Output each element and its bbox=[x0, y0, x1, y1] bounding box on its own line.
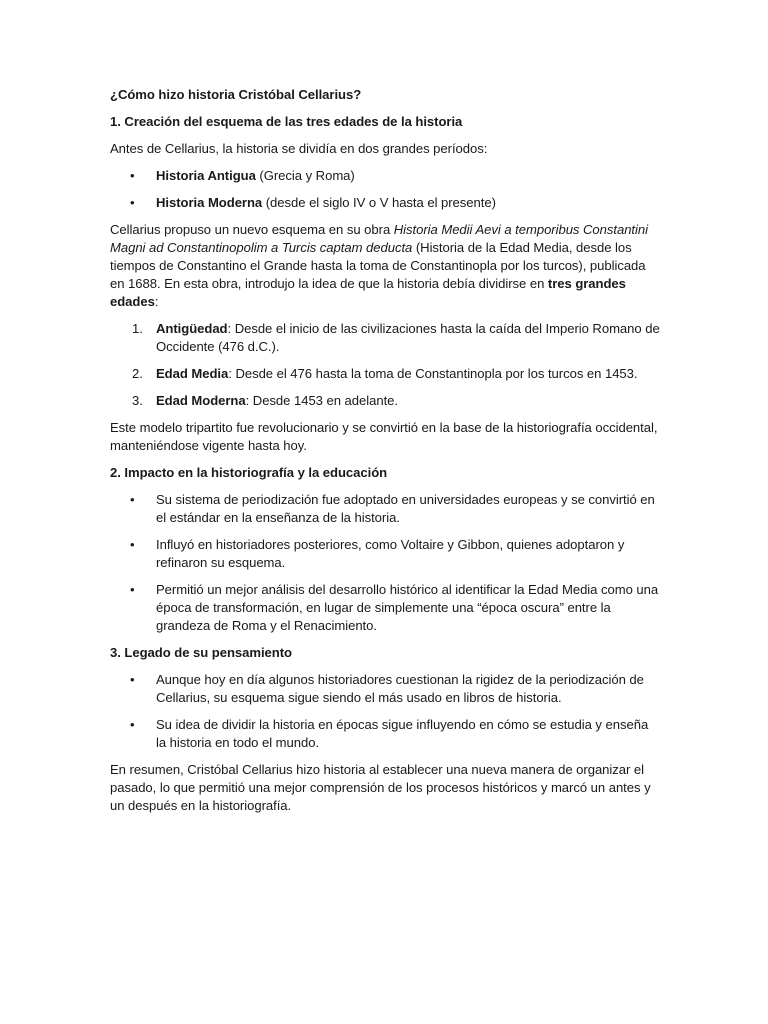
list-item-term: Edad Media bbox=[156, 366, 229, 381]
document-page bbox=[110, 86, 660, 824]
document-title: ¿Cómo hizo historia Cristóbal Cellarius? bbox=[110, 87, 362, 102]
list-item bbox=[110, 671, 660, 707]
legacy-list bbox=[110, 671, 660, 752]
list-item-term: Antigüedad bbox=[156, 321, 228, 336]
paragraph-text: Cellarius propuso un nuevo esquema en su obra bbox=[110, 222, 394, 237]
list-item-text: : Desde el inicio de las civilizaciones hasta la caída del Imperio Romano de Occidente (476 d.C.). bbox=[156, 321, 660, 354]
bullet-marker: • bbox=[130, 582, 135, 597]
section-heading-2: 2. Impacto en la historiografía y la educación bbox=[110, 465, 388, 480]
section-1-intro: Antes de Cellarius, la historia se dividía en dos grandes períodos: bbox=[110, 141, 488, 156]
conclusion-paragraph: En resumen, Cristóbal Cellarius hizo historia al establecer una nueva manera de organizar el pasado, lo que permitió una mejor comprensión de los procesos históricos y marcó un antes y un después en la historiografía. bbox=[110, 762, 651, 813]
list-item bbox=[110, 581, 660, 635]
impact-list bbox=[110, 491, 660, 635]
section-heading-3: 3. Legado de su pensamiento bbox=[110, 645, 293, 660]
list-item bbox=[110, 365, 660, 383]
bullet-marker: • bbox=[130, 537, 135, 552]
list-item-text: Permitió un mejor análisis del desarrollo histórico al identificar la Edad Media como una época de transformación, en lugar de simplemente una “época oscura” entre la grandeza de Roma y el Renacimiento. bbox=[156, 582, 659, 633]
list-item-term: Historia Moderna bbox=[156, 195, 263, 210]
bullet-marker: • bbox=[130, 492, 135, 507]
list-number: 1. bbox=[132, 321, 143, 336]
ages-list bbox=[110, 320, 660, 410]
section-1-closing: Este modelo tripartito fue revolucionario y se convirtió en la base de la historiografía occidental, manteniéndose vigente hasta hoy. bbox=[110, 420, 658, 453]
work-title: Historia Medii Aevi a temporibus Constantini Magni ad Constantinopolim a Turcis captam deducta bbox=[110, 222, 648, 255]
bullet-marker: • bbox=[130, 195, 135, 210]
list-item bbox=[110, 320, 660, 356]
list-item bbox=[110, 167, 660, 185]
list-item-term: Edad Moderna bbox=[156, 393, 246, 408]
periods-list bbox=[110, 167, 660, 212]
list-item-text: : Desde 1453 en adelante. bbox=[245, 393, 398, 408]
list-item bbox=[110, 536, 660, 572]
list-number: 3. bbox=[132, 393, 143, 408]
bullet-marker: • bbox=[130, 717, 135, 732]
list-item-text: Influyó en historiadores posteriores, como Voltaire y Gibbon, quienes adoptaron y refinaron su esquema. bbox=[156, 537, 625, 570]
list-item-term: Historia Antigua bbox=[156, 168, 256, 183]
list-item bbox=[110, 392, 660, 410]
section-1-paragraph bbox=[110, 221, 660, 311]
list-number: 2. bbox=[132, 366, 143, 381]
bullet-marker: • bbox=[130, 168, 135, 183]
list-item bbox=[110, 194, 660, 212]
paragraph-text: (Historia de la Edad Media, desde los tiempos de Constantino el Grande hasta la toma de Constantinopla por los turcos), publicada en 1688. En esta obra, introdujo la idea de que la historia debía dividirse en bbox=[110, 240, 646, 291]
paragraph-emphasis: tres grandes edades bbox=[110, 276, 626, 309]
list-item-text: (Grecia y Roma) bbox=[255, 168, 355, 183]
list-item-text: Su sistema de periodización fue adoptado en universidades europeas y se convirtió en el estándar en la enseñanza de la historia. bbox=[156, 492, 655, 525]
list-item-text: (desde el siglo IV o V hasta el presente) bbox=[262, 195, 496, 210]
list-item-text: Su idea de dividir la historia en épocas sigue influyendo en cómo se estudia y enseña la historia en todo el mundo. bbox=[156, 717, 649, 750]
list-item bbox=[110, 491, 660, 527]
list-item-text: : Desde el 476 hasta la toma de Constantinopla por los turcos en 1453. bbox=[228, 366, 638, 381]
bullet-marker: • bbox=[130, 672, 135, 687]
list-item-text: Aunque hoy en día algunos historiadores cuestionan la rigidez de la periodización de Cellarius, su esquema sigue siendo el más usado en libros de historia. bbox=[156, 672, 644, 705]
list-item bbox=[110, 716, 660, 752]
section-heading-1: 1. Creación del esquema de las tres edades de la historia bbox=[110, 114, 463, 129]
paragraph-text: : bbox=[154, 294, 159, 309]
